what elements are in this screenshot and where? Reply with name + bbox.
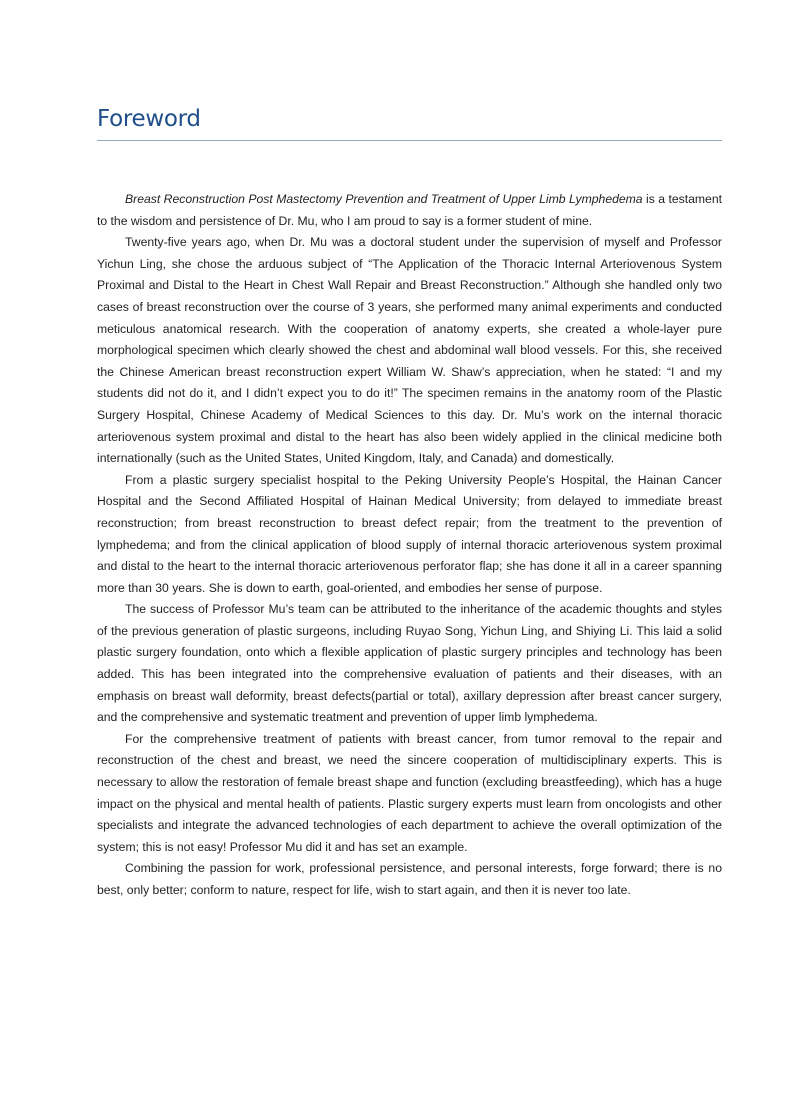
foreword-body	[97, 189, 722, 902]
paragraph-1	[97, 189, 722, 232]
paragraph-4: The success of Professor Mu’s team can be attributed to the inheritance of the academic thoughts and styles of the previous generation of plastic surgeons, including Ruyao Song, Yichun Ling, and Shiying Li. This laid a solid plastic surgery foundation, onto which a flexible application of plastic surgery principles and technology has been added. This has been integrated into the comprehensive evaluation of patients and their diseases, with an emphasis on breast wall deformity, breast defects(partial or total), axillary depression after breast cancer surgery, and the comprehensive and systematic treatment and prevention of upper limb lymphedema.	[97, 602, 722, 725]
paragraph-3: From a plastic surgery specialist hospital to the Peking University People’s Hospital, the Hainan Cancer Hospital and the Second Affiliated Hospital of Hainan Medical University; from delayed to immediate breast reconstruction; from breast reconstruction to breast defect repair; from the treatment to the prevention of lymphedema; and from the clinical application of blood supply of internal thoracic arteriovenous system proximal and distal to the heart to the internal thoracic arteriovenous perforator flap; she has done it all in a career spanning more than 30 years. She is down to earth, goal-oriented, and embodies her sense of purpose.	[97, 472, 722, 595]
page-title: Foreword	[97, 106, 201, 132]
book-title: Breast Reconstruction Post Mastectomy Prevention and Treatment of Upper Limb Lymphedema	[125, 192, 643, 206]
paragraph-5: For the comprehensive treatment of patients with breast cancer, from tumor removal to the repair and reconstruction of the chest and breast, we need the sincere cooperation of multidisciplinary experts. This is necessary to allow the restoration of female breast shape and function (excluding breastfeeding), which has a huge impact on the physical and mental health of patients. Plastic surgery experts must learn from oncologists and other specialists and integrate the advanced technologies of each department to achieve the overall optimization of the system; this is not easy! Professor Mu did it and has set an example.	[97, 731, 722, 854]
title-divider	[97, 140, 722, 141]
paragraph-2: Twenty-five years ago, when Dr. Mu was a doctoral student under the supervision of myself and Professor Yichun Ling, she chose the arduous subject of “The Application of the Thoracic Internal Arteriovenous System Proximal and Distal to the Heart in Chest Wall Repair and Breast Reconstruction.” Although she handled only two cases of breast reconstruction over the course of 3 years, she performed many animal experiments and conducted meticulous anatomical research. With the cooperation of anatomy experts, she created a whole-layer pure morphological specimen which clearly showed the chest and abdominal wall blood vessels. For this, she received the Chinese American breast reconstruction expert William W. Shaw’s appreciation, when he stated: “I and my students did not do it, and I didn’t expect you to do it!” The specimen remains in the anatomy room of the Plastic Surgery Hospital, Chinese Academy of Medical Sciences to this day. Dr. Mu’s work on the internal thoracic arteriovenous system proximal and distal to the heart has also been widely applied in the clinical medicine both internationally (such as the United States, United Kingdom, Italy, and Canada) and domestically.	[97, 235, 722, 466]
paragraph-1-text: is a testament to the wisdom and persistence of Dr. Mu, who I am proud to say is a former student of mine.	[97, 192, 722, 228]
paragraph-6: Combining the passion for work, professional persistence, and personal interests, forge forward; there is no best, only better; conform to nature, respect for life, wish to start again, and then it is never too late.	[97, 861, 722, 897]
